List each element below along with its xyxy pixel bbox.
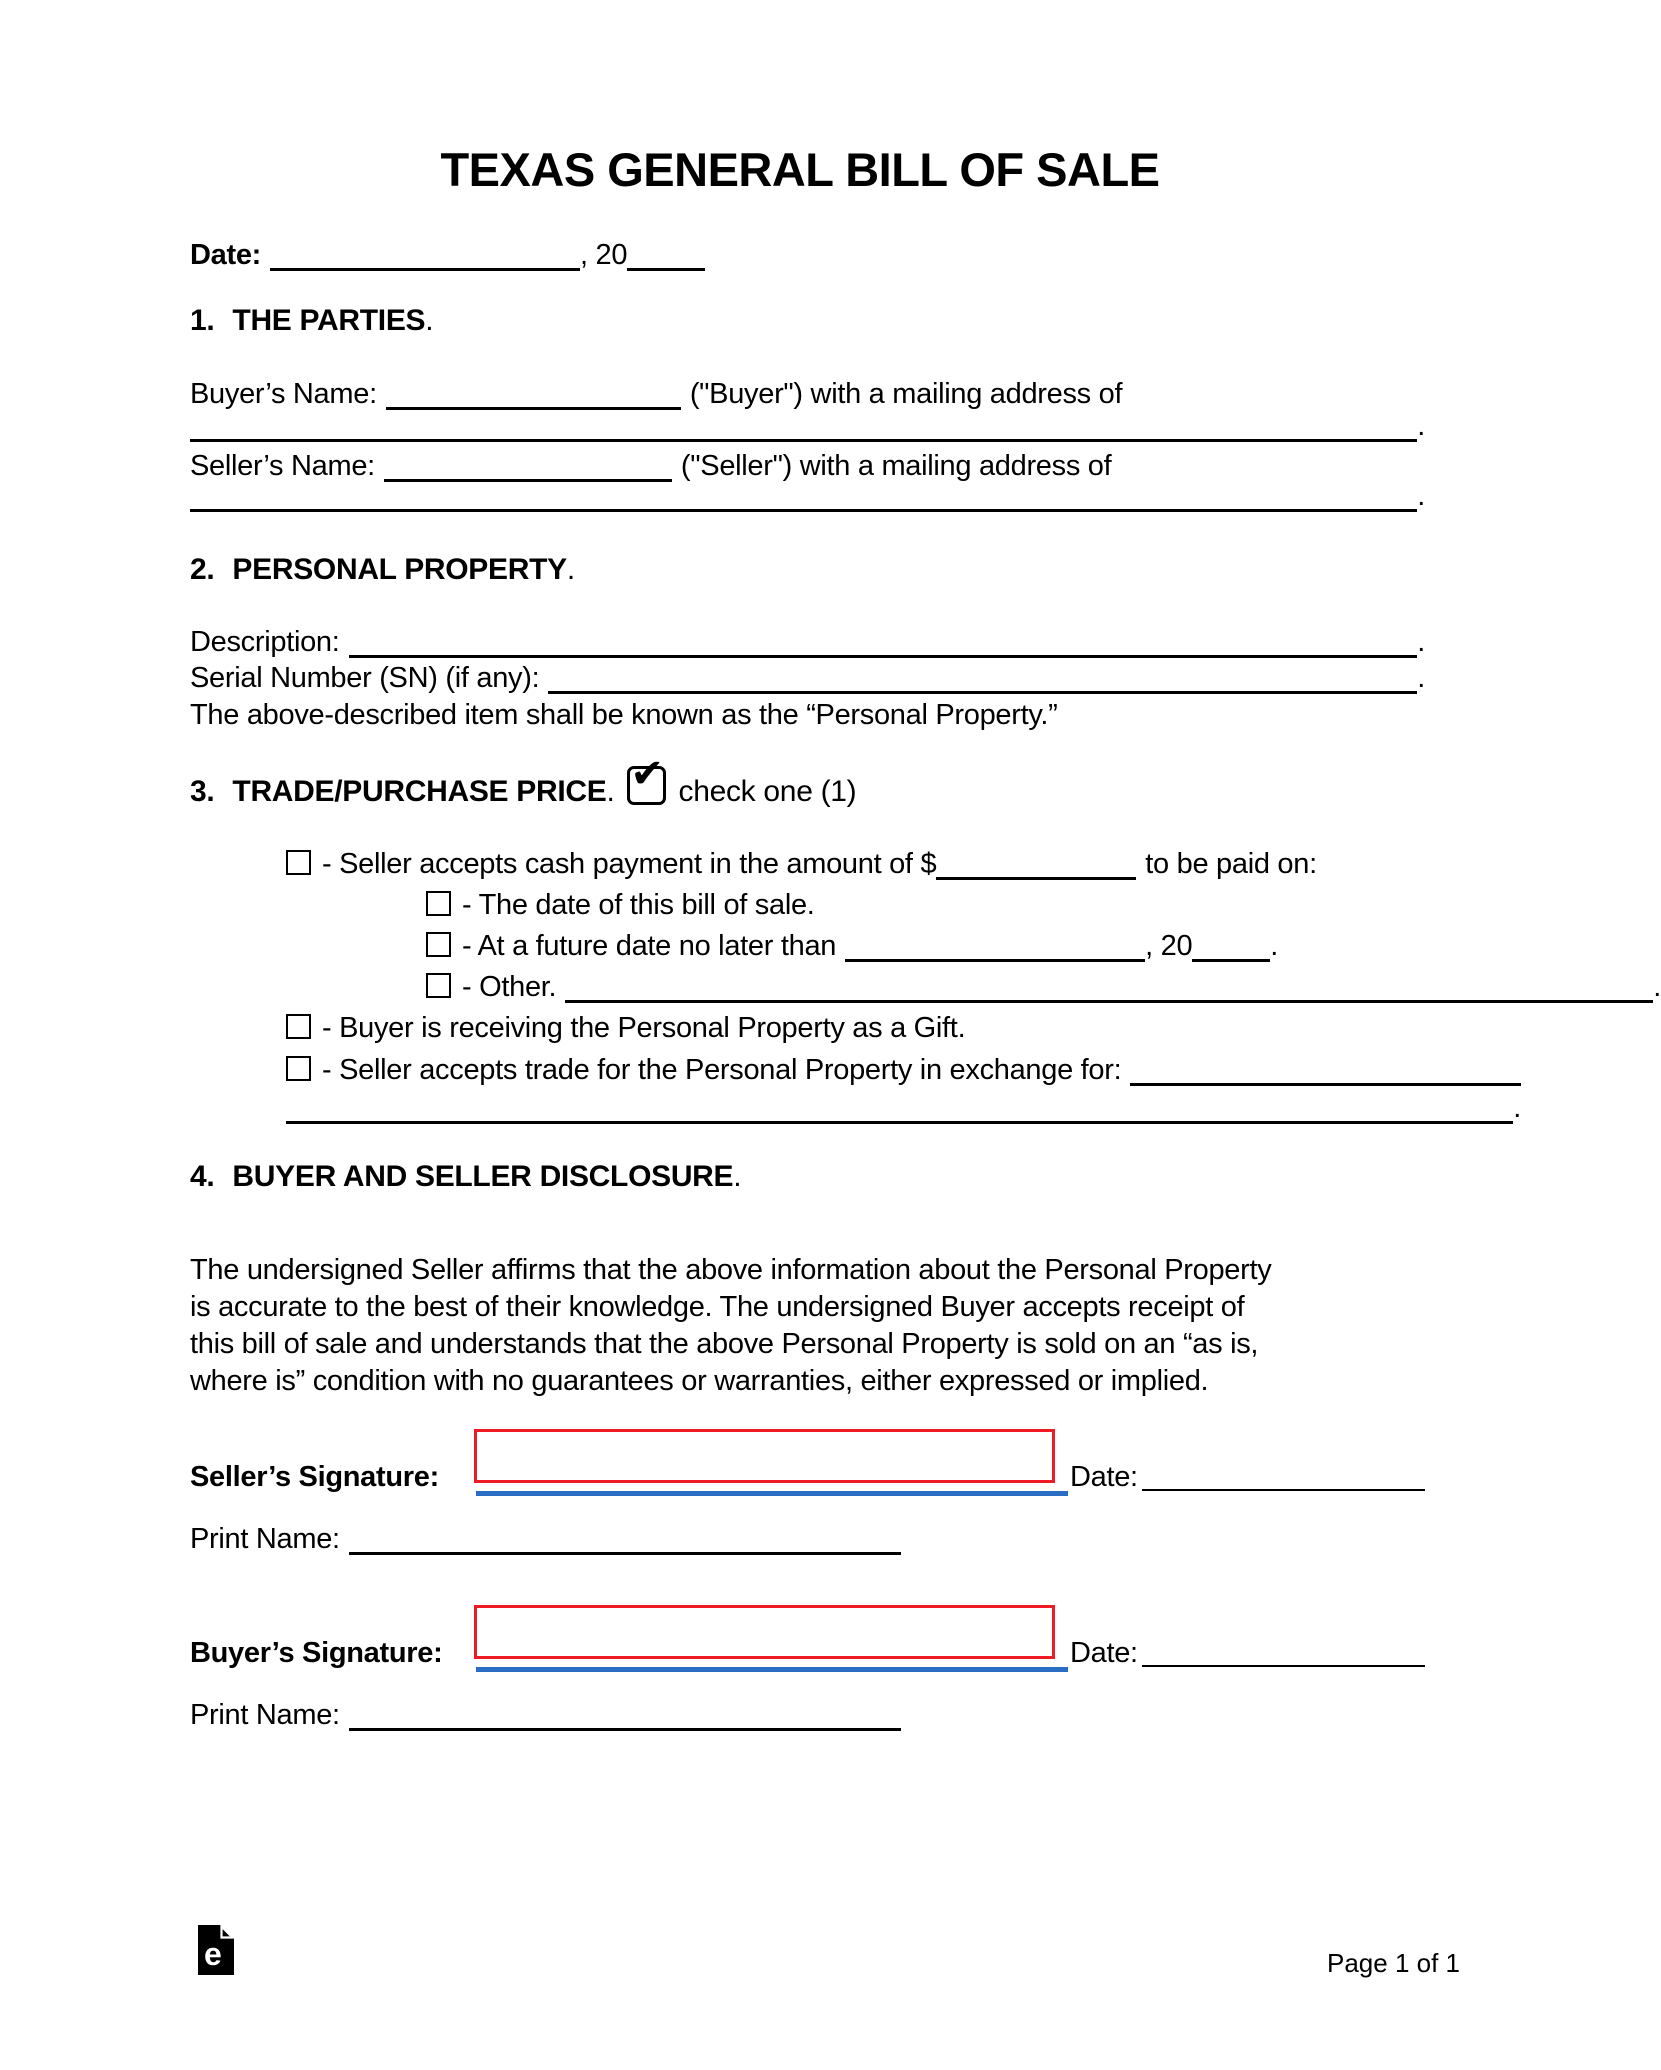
line-period: . (1417, 480, 1425, 512)
buyer-name-line (190, 377, 1425, 411)
line-period: . (1513, 1092, 1521, 1124)
disclosure-line: where is” condition with no guarantees or warranties, either expressed or implied. (190, 1365, 1209, 1397)
cash-option-suffix: to be paid on: (1145, 848, 1317, 880)
date-day-month-blank[interactable] (270, 268, 580, 271)
seller-print-name-line (190, 1522, 1425, 1562)
section3-heading (190, 752, 1425, 809)
section3-title: TRADE/PURCHASE PRICE (232, 775, 607, 808)
section4-period: . (733, 1160, 742, 1193)
seller-date-blank[interactable] (1142, 1489, 1425, 1491)
bill-date-text: - The date of this bill of sale. (462, 889, 815, 921)
line-period: . (1417, 410, 1425, 442)
buyer-print-name-label: Print Name: (190, 1699, 340, 1731)
future-date-text: - At a future date no later than (462, 930, 837, 962)
section3-number: 3. (190, 775, 215, 808)
page-number: Page 1 of 1 (1327, 1948, 1460, 1978)
buyer-print-name-line (190, 1698, 1425, 1738)
seller-signature-field[interactable] (474, 1429, 1055, 1483)
buyer-signature-line (476, 1667, 1068, 1672)
section1-period: . (425, 304, 434, 337)
buyer-signature-field[interactable] (474, 1605, 1055, 1659)
date-label: Date: (190, 239, 262, 271)
trade-text: - Seller accepts trade for the Personal Property in exchange for: (322, 1054, 1122, 1086)
cash-option-checkbox[interactable] (286, 850, 311, 875)
future-date-checkbox[interactable] (426, 932, 451, 957)
serial-number-line (190, 661, 1425, 695)
buyer-date-blank[interactable] (1142, 1665, 1425, 1667)
buyer-signature-row (190, 1605, 1425, 1677)
logo-letter: e (204, 1936, 222, 1972)
other-blank[interactable] (565, 1000, 1653, 1003)
bill-date-option-line (190, 888, 1661, 922)
buyer-address-line (190, 409, 1425, 443)
future-year-blank[interactable] (1192, 959, 1270, 962)
trade-checkbox[interactable] (286, 1056, 311, 1081)
buyer-name-label: Buyer’s Name: (190, 378, 377, 410)
section2-number: 2. (190, 553, 215, 586)
section1-heading (190, 304, 1425, 338)
check-one-label: check one (1) (678, 775, 857, 808)
section2-period: . (566, 553, 575, 586)
section4-number: 4. (190, 1160, 215, 1193)
seller-print-name-label: Print Name: (190, 1523, 340, 1555)
known-as-note: The above-described item shall be known as the “Personal Property.” (190, 699, 1058, 731)
date-line (190, 238, 1425, 272)
description-label: Description: (190, 626, 340, 658)
future-date-blank[interactable] (845, 959, 1145, 962)
section1-number: 1. (190, 304, 215, 337)
section4-title: BUYER AND SELLER DISCLOSURE (232, 1160, 734, 1193)
trade-exchange-blank-2[interactable] (286, 1121, 1513, 1124)
trade-exchange-blank[interactable] (1130, 1083, 1521, 1086)
serial-number-label: Serial Number (SN) (if any): (190, 662, 540, 694)
buyer-name-rest: ("Buyer") with a mailing address of (689, 378, 1123, 410)
checkmark-icon: ✔ (630, 752, 665, 796)
line-period: . (1653, 971, 1661, 1003)
seller-signature-label: Seller’s Signature: (190, 1461, 439, 1493)
gift-text: - Buyer is receiving the Personal Property as a Gift. (322, 1012, 966, 1044)
seller-name-label: Seller’s Name: (190, 450, 375, 482)
line-period: . (1270, 930, 1279, 962)
seller-name-line (190, 449, 1425, 483)
line-period: . (1417, 662, 1425, 694)
cash-option-text: - Seller accepts cash payment in the amount of $ (322, 848, 937, 880)
future-date-option-line (190, 929, 1661, 963)
buyer-print-name-blank[interactable] (349, 1728, 901, 1731)
gift-option-line (190, 1011, 1521, 1045)
section4-heading (190, 1160, 1425, 1194)
cash-option-line (190, 847, 1521, 881)
bill-date-checkbox[interactable] (426, 891, 451, 916)
line-period: . (1417, 626, 1425, 658)
seller-print-name-blank[interactable] (349, 1552, 901, 1555)
section3-period: . (606, 775, 615, 808)
trade-continuation-line (190, 1091, 1521, 1125)
gift-checkbox[interactable] (286, 1014, 311, 1039)
section2-title: PERSONAL PROPERTY (232, 553, 567, 586)
disclosure-paragraph (190, 1252, 1425, 1400)
section1-title: THE PARTIES (232, 304, 426, 337)
description-line (190, 625, 1425, 659)
section2-heading (190, 553, 1425, 587)
seller-name-rest: ("Seller") with a mailing address of (680, 450, 1112, 482)
page-title: TEXAS GENERAL BILL OF SALE (440, 143, 1160, 196)
trade-option-line (190, 1053, 1521, 1087)
checked-checkbox-icon (627, 752, 666, 805)
disclosure-line: this bill of sale and understands that the above Personal Property is sold on an “as is, (190, 1328, 1259, 1360)
cash-amount-blank[interactable] (936, 877, 1136, 880)
buyer-signature-label: Buyer’s Signature: (190, 1637, 443, 1669)
seller-signature-line (476, 1491, 1068, 1496)
other-checkbox[interactable] (426, 973, 451, 998)
buyer-date-label: Date: (1070, 1637, 1138, 1669)
other-option-line (190, 970, 1661, 1004)
seller-address-line (190, 479, 1425, 513)
future-year-prefix: , 20 (1145, 930, 1193, 962)
buyer-address-blank[interactable] (190, 439, 1417, 442)
eforms-logo-icon (198, 1925, 234, 1975)
other-text: - Other. (462, 971, 557, 1003)
serial-number-blank[interactable] (548, 691, 1417, 694)
date-year-prefix: , 20 (580, 239, 628, 271)
disclosure-line: is accurate to the best of their knowledge. The undersigned Buyer accepts receipt of (190, 1291, 1245, 1323)
seller-address-blank[interactable] (190, 509, 1417, 512)
date-year-blank[interactable] (627, 268, 705, 271)
seller-date-label: Date: (1070, 1461, 1138, 1493)
seller-signature-row (190, 1429, 1425, 1501)
disclosure-line: The undersigned Seller affirms that the above information about the Personal Property (190, 1254, 1272, 1286)
description-blank[interactable] (349, 655, 1418, 658)
